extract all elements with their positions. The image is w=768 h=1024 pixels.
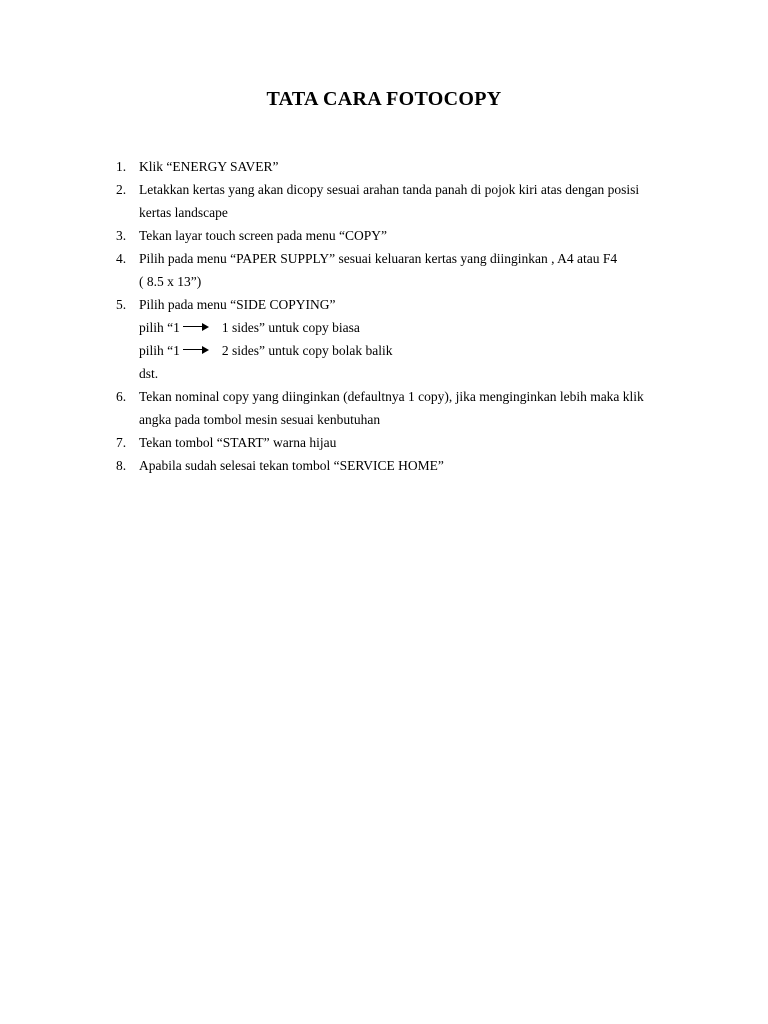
step-text-continued: ( 8.5 x 13”) <box>139 274 202 289</box>
step-text: Pilih pada menu “SIDE COPYING” <box>139 297 336 312</box>
step-number: 4. <box>116 251 127 266</box>
steps-list <box>116 155 676 477</box>
step-number: 7. <box>116 435 127 450</box>
option-prefix: pilih “1 <box>139 343 180 358</box>
step-text: Tekan nominal copy yang diinginkan (defaultnya 1 copy), jika menginginkan lebih maka klik <box>139 389 644 404</box>
list-item-step-5 <box>116 293 676 385</box>
side-option-one-sided <box>139 316 676 339</box>
step-text-continued: kertas landscape <box>139 205 228 220</box>
list-item-step-2 <box>116 178 676 224</box>
option-suffix: 2 sides” untuk copy bolak balik <box>221 343 393 358</box>
step-text: Klik “ENERGY SAVER” <box>139 159 279 174</box>
step-text: Tekan tombol “START” warna hijau <box>139 435 337 450</box>
step-text-continued: angka pada tombol mesin sesuai kenbutuhan <box>139 412 381 427</box>
side-option-two-sided <box>139 339 676 362</box>
right-arrow-icon <box>183 322 209 332</box>
option-suffix: 1 sides” untuk copy biasa <box>221 320 360 335</box>
list-item-step-3 <box>116 224 676 247</box>
list-item-step-1 <box>116 155 676 178</box>
step-number: 3. <box>116 228 127 243</box>
right-arrow-icon <box>183 345 209 355</box>
step-number: 5. <box>116 297 127 312</box>
option-prefix: pilih “1 <box>139 320 180 335</box>
page-title: TATA CARA FOTOCOPY <box>266 88 502 110</box>
list-item-step-7 <box>116 431 676 454</box>
step-text: Pilih pada menu “PAPER SUPPLY” sesuai keluaran kertas yang diinginkan , A4 atau F4 <box>139 251 618 266</box>
step-text: Apabila sudah selesai tekan tombol “SERVICE HOME” <box>139 458 444 473</box>
list-item-step-6 <box>116 385 676 431</box>
step-number: 6. <box>116 389 127 404</box>
step-number: 2. <box>116 182 127 197</box>
list-item-step-4 <box>116 247 676 293</box>
step-number: 1. <box>116 159 127 174</box>
step-text: Tekan layar touch screen pada menu “COPY” <box>139 228 387 243</box>
step-text: Letakkan kertas yang akan dicopy sesuai arahan tanda panah di pojok kiri atas dengan posisi <box>139 182 640 197</box>
step-trailer: dst. <box>139 366 159 381</box>
step-number: 8. <box>116 458 127 473</box>
list-item-step-8 <box>116 454 676 477</box>
